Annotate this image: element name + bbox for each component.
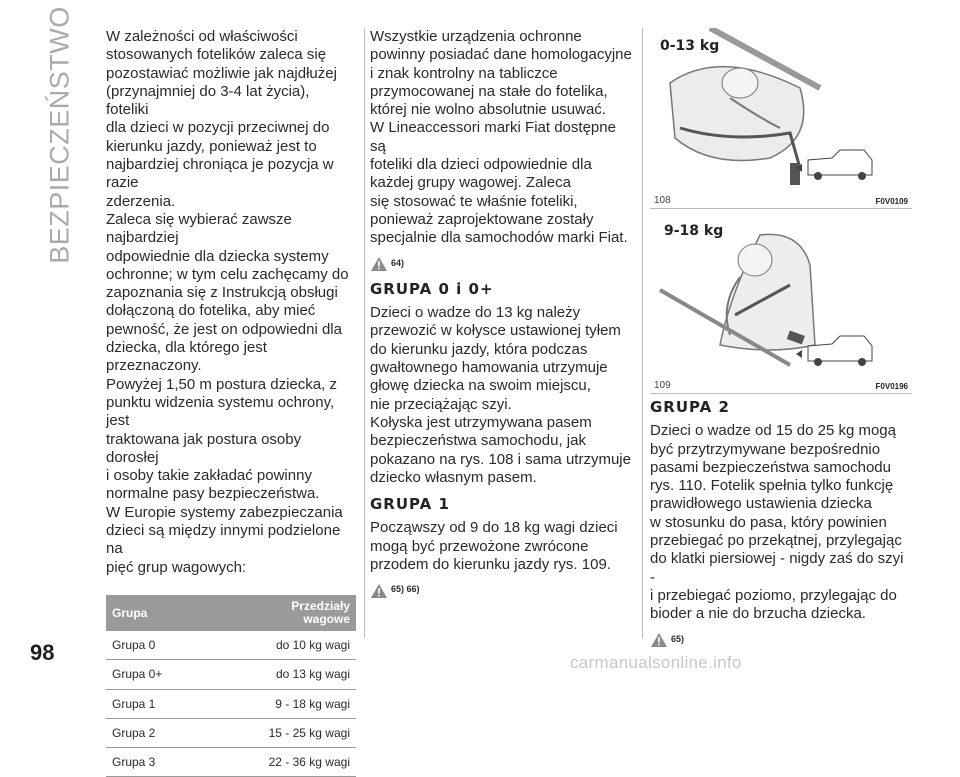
- table-cell-group: Grupa 0: [106, 631, 206, 660]
- figure-label: 9-18 kg: [664, 223, 724, 239]
- table-cell-weight: do 10 kg wagi: [206, 631, 356, 660]
- table-row: [106, 631, 356, 660]
- warning-icon: [370, 256, 388, 272]
- intro-paragraph: W zależności od właściwości stosowanych fotelików zaleca się pozostawiać możliwie jak najdłużej (przynajmniej do 3-4 lat życia), foteliki dla dzieci w pozycji przeciwnej do kierunku jazdy, ponieważ jest to najbardziej chroniąca je pozycja w razie zderzenia. Zaleca się wybierać zawsze najbardziej odpowiednie dla dziecka systemy ochronne; w tym celu zachęcamy do zapoznania się z Instrukcją obsługi dołączoną do fotelika, aby mieć pewność, że jest on odpowiedni dla dziecka, dla którego jest przeznaczony. Powyżej 1,50 m postura dziecka, z punktu widzenia systemu ochrony, jest traktowana jak postura osoby dorosłej i osoby takie zakładać powinny normalne pasy bezpieczeństwa. W Europie systemy zabezpieczania dzieci są między innymi podzielone na pięć grup wagowych:: [106, 28, 349, 576]
- column-divider: [364, 28, 365, 638]
- column-2: [370, 28, 632, 607]
- page-number: 98: [30, 640, 55, 665]
- section-title-vertical: [40, 6, 80, 264]
- table-header-weight: Przedziały wagowe: [206, 595, 356, 631]
- group-2-paragraph: Dzieci o wadze od 15 do 25 kg mogą być przytrzymywane bezpośrednio pasami bezpieczeństwa samochodu rys. 110. Fotelik spełnia tylko funkcję prawidłowego ustawienia dziecka w stosunku do pasa, który powinien przebiegać po przekątnej, przylegając do klatki piersiowej - nigdy zaś do szyi - i przebiegać poziomo, przylegając do bioder a nie do brzucha dziecka.: [650, 422, 904, 623]
- column-1: [106, 28, 356, 777]
- warning-ref: [370, 254, 632, 272]
- table-cell-weight: 9 - 18 kg wagi: [206, 689, 356, 718]
- table-row: [106, 748, 356, 777]
- warning-icon: [650, 632, 668, 648]
- table-cell-weight: do 13 kg wagi: [206, 660, 356, 689]
- figure-code: F0V0109: [875, 197, 908, 206]
- figure-code: F0V0196: [875, 382, 908, 391]
- table-row: [106, 660, 356, 689]
- warning-ref-text: 65): [671, 633, 685, 644]
- heading-group-0: GRUPA 0 i 0+: [370, 279, 494, 298]
- warning-ref-text: 65) 66): [391, 584, 420, 595]
- column-divider: [642, 28, 643, 638]
- table-row: [106, 718, 356, 747]
- section-title: BEZPIECZEŃSTWO: [44, 6, 75, 264]
- warning-icon: [370, 583, 388, 599]
- figure-label: 0-13 kg: [660, 38, 720, 54]
- table-cell-group: Grupa 1: [106, 689, 206, 718]
- figure-number: 108: [654, 195, 671, 206]
- table-cell-group: Grupa 2: [106, 718, 206, 747]
- weight-groups-table: [106, 595, 356, 777]
- table-row: [106, 689, 356, 718]
- heading-group-1: GRUPA 1: [370, 495, 450, 514]
- figure-109: [650, 215, 912, 394]
- watermark: carmanualsonline.info: [570, 653, 742, 672]
- warning-ref: [370, 580, 632, 598]
- table-cell-group: Grupa 0+: [106, 660, 206, 689]
- figure-108: [650, 28, 912, 209]
- group-0-paragraph: Dzieci o wadze do 13 kg należy przewozić w kołysce ustawionej tyłem do kierunku jazdy, która podczas gwałtownego hamowania utrzymuje głowę dziecka na swoim miejscu, nie przeciążając szyi. Kołyska jest utrzymywana pasem bezpieczeństwa samochodu, jak pokazano na rys. 108 i sama utrzymuje dziecko własnym pasem.: [370, 304, 631, 486]
- column-3: [650, 398, 912, 656]
- table-cell-weight: 15 - 25 kg wagi: [206, 718, 356, 747]
- child-seat-illustration: [650, 215, 912, 378]
- warning-ref: [650, 630, 912, 648]
- homologation-paragraph: Wszystkie urządzenia ochronne powinny posiadać dane homologacyjne i znak kontrolny na tabliczce przymocowanej na stałe do fotelika, której nie wolno absolutnie usuwać. W Lineaccessori marki Fiat dostępne są foteliki dla dzieci odpowiednie dla każdej grupy wagowej. Zaleca się stosować te właśnie foteliki, ponieważ zaprojektowane zostały specjalnie dla samochodów marki Fiat.: [370, 28, 632, 247]
- warning-ref-text: 64): [391, 257, 405, 268]
- table-cell-weight: 22 - 36 kg wagi: [206, 748, 356, 777]
- figure-number: 109: [654, 380, 671, 391]
- heading-group-2: GRUPA 2: [650, 398, 730, 416]
- table-header-group: Grupa: [106, 595, 206, 631]
- group-1-paragraph: Począwszy od 9 do 18 kg wagi dzieci mogą być przewożone zwrócone przodem do kierunku jazdy rys. 109.: [370, 519, 618, 574]
- table-cell-group: Grupa 3: [106, 748, 206, 777]
